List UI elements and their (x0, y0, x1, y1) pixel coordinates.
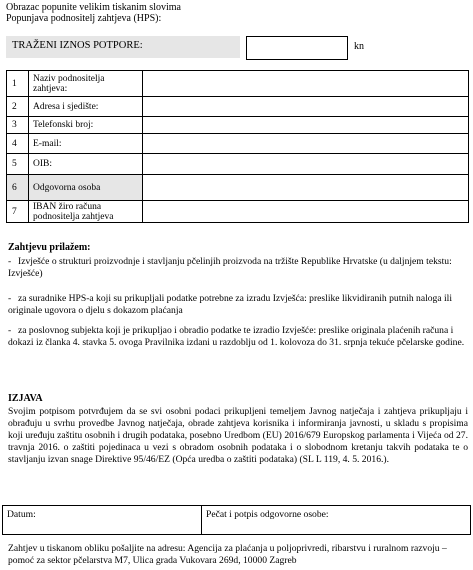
field-label-responsible: Odgovorna osoba (29, 175, 143, 201)
table-row (7, 71, 469, 97)
amount-label: TRAŽENI IZNOS POTPORE: (12, 40, 143, 51)
iban-field[interactable] (143, 201, 469, 223)
field-label-iban: IBAN žiro računa podnositelja zahtjeva (29, 201, 143, 223)
row-number: 5 (7, 154, 29, 175)
row-number: 6 (7, 175, 29, 201)
form-subtitle: Popunjava podnositelj zahtjeva (HPS): (6, 13, 162, 24)
responsible-person-field[interactable] (143, 175, 469, 201)
phone-field[interactable] (143, 117, 469, 134)
table-row (7, 201, 469, 223)
stamp-label: Pečat i potpis odgovorne osobe: (206, 509, 329, 520)
row-number: 7 (7, 201, 29, 223)
table-row (7, 117, 469, 134)
amount-unit: kn (354, 41, 364, 52)
statement-body: Svojim potpisom potvrđujem da se svi osobni podaci prikupljeni temeljem Javnog natječaja i zahtjeva prikupljaju i obrađuju u svrhu provedbe Javnog natječaja, obrade zahtjeva korisnika i informiranja javnosti, u skladu s propisima koji uređuju zaštitu osobnih i drugih podataka, posebno Uredbom (EU) 2016/679 Europskog parlamenta i Vijeća od 27. travnja 2016. o zaštiti pojedinaca u vezi s obradom osobnih podataka i o slobodnom kretanju takvih podataka te o stavljanju izvan snage Direktive 95/46/EZ (Opća uredba o zaštiti podataka) (SL L 119, 4. 5. 2016.). (8, 406, 468, 465)
oib-field[interactable] (143, 154, 469, 175)
row-number: 1 (7, 71, 29, 97)
row-number: 4 (7, 134, 29, 154)
table-row (7, 175, 469, 201)
field-label-address: Adresa i sjedište: (29, 97, 143, 117)
statement-title: IZJAVA (8, 393, 43, 404)
row-number: 2 (7, 97, 29, 117)
attachments-title: Zahtjevu prilažem: (8, 242, 91, 253)
signature-table (2, 505, 471, 535)
mailing-instructions: Zahtjev u tiskanom obliku pošaljite na adresu: Agencija za plaćanja u poljoprivredi, ribarstvu i ruralnom razvoju – pomoć za sektor pčelarstva M7, Ulica grada Vukovara 269d, 10000 Zagreb (8, 543, 447, 566)
table-row (7, 97, 469, 117)
field-label-phone: Telefonski broj: (29, 117, 143, 134)
field-label-oib: OIB: (29, 154, 143, 175)
stamp-signature-field[interactable] (202, 506, 470, 534)
email-field[interactable] (143, 134, 469, 154)
table-row (7, 134, 469, 154)
attachment-text: za poslovnog subjekta koji je prikupljao i obradio podatke te izradio Izvješće: preslike originala plaćenih računa i dokazi iz članka 4. stavka 5. ovoga Pravilnika izdani u razdoblju od 1. kolovoza do 31. srpnja tekuće pčelarske godine. (8, 325, 465, 348)
field-label-email: E-mail: (29, 134, 143, 154)
applicant-name-field[interactable] (143, 71, 469, 97)
date-label: Datum: (7, 509, 36, 520)
field-label-name: Naziv podnositelja zahtjeva: (29, 71, 143, 97)
date-field[interactable] (3, 506, 202, 534)
attachment-item: - za poslovnog subjekta koji je prikupljao i obradio podatke te izradio Izvješće: preslike originala plaćenih računa i dokazi iz članka 4. stavka 5. ovoga Pravilnika izdani u razdoblju od 1. kolovoza do 31. srpnja tekuće pčelarske godine. (8, 325, 465, 348)
form-instruction: Obrazac popunite velikim tiskanim slovima (6, 2, 181, 13)
amount-input-box[interactable] (246, 36, 348, 60)
attachment-text: Izvješće o strukturi proizvodnje i stavljanju pčelinjih proizvoda na tržište Republike Hrvatske (u daljnjem tekstu: Izvješće) (8, 256, 452, 279)
row-number: 3 (7, 117, 29, 134)
address-field[interactable] (143, 97, 469, 117)
attachment-item: - Izvješće o strukturi proizvodnje i stavljanju pčelinjih proizvoda na tržište Republike Hrvatske (u daljnjem tekstu: Izvješće) (8, 256, 452, 279)
applicant-table (6, 70, 469, 223)
attachment-item: - za suradnike HPS-a koji su prikupljali podatke potrebne za izradu Izvješća: preslike likvidiranih putnih naloga ili originale ugovora o djelu s dokazom plaćanja (8, 293, 452, 316)
attachment-text: za suradnike HPS-a koji su prikupljali podatke potrebne za izradu Izvješća: preslike likvidiranih putnih naloga ili originale ugovora o djelu s dokazom plaćanja (8, 293, 452, 316)
table-row (7, 154, 469, 175)
